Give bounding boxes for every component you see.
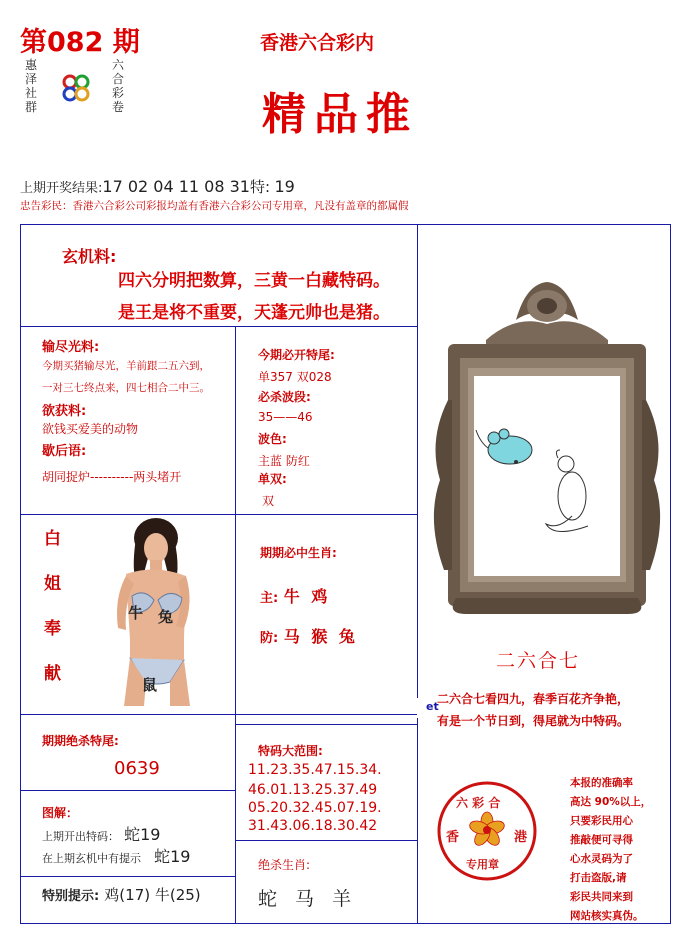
kill-tail-value: 0639	[114, 758, 160, 779]
stamp-left-text: 香	[446, 830, 460, 845]
zodiac-backup	[260, 624, 358, 647]
vertical-char: 奉	[44, 619, 61, 639]
vertical-char: 献	[44, 664, 61, 684]
zodiac-backup-value: 马 猴 兔	[283, 627, 358, 646]
last-result-special-label: 特:	[249, 178, 271, 196]
last-result	[20, 176, 295, 197]
kill-tail-label: 期期绝杀特尾:	[42, 734, 119, 748]
accuracy-line: 只要彩民用心	[570, 815, 633, 827]
zodiac-backup-label: 防:	[260, 631, 279, 646]
divider	[235, 840, 417, 841]
divider	[235, 724, 417, 725]
kill-wave-value: 35——46	[258, 410, 313, 424]
xiehouyu-text: 胡同捉炉----------两头堵开	[42, 470, 182, 484]
divider	[20, 714, 417, 715]
color-label: 波色:	[258, 432, 287, 446]
notice-text: 忠告彩民：香港六合彩公司彩报均盖有香港六合彩公司专用章，凡没有盖章的都属假	[20, 200, 409, 212]
illustration-line-2	[42, 844, 190, 867]
xiehouyu-label: 歇后语:	[42, 444, 87, 459]
publication-name: 香港六合彩内	[260, 32, 375, 54]
big-range-label: 特码大范围:	[258, 744, 323, 758]
kill-wave-label: 必杀波段:	[258, 390, 311, 404]
page-title: 精品推	[262, 89, 418, 140]
brand-right-text	[112, 58, 126, 114]
last-result-numbers: 17 02 04 11 08 31	[102, 177, 250, 196]
xuanji-line-1: 四六分明把数算，三黄一白藏特码。	[118, 271, 390, 291]
accuracy-notice	[570, 774, 670, 926]
special-hint	[42, 884, 201, 905]
illustration-line-1	[42, 822, 160, 845]
yujian-text: 欲钱买爱美的动物	[42, 422, 139, 436]
divider	[417, 718, 418, 924]
divider	[417, 224, 418, 698]
big-range-row: 31.43.06.18.30.42	[248, 818, 378, 834]
stamp-right-text: 港	[514, 830, 528, 845]
zodiac-main	[260, 584, 330, 607]
brand-left-char: 惠	[25, 58, 38, 72]
kill-zodiac-label: 绝杀生肖:	[258, 858, 311, 872]
big-range-row: 11.23.35.47.15.34.	[248, 762, 382, 778]
beauty-overlay-3: 鼠	[142, 676, 158, 694]
divider	[20, 326, 417, 327]
zodiac-main-label: 主:	[260, 591, 279, 606]
accuracy-line: 彩民共同来到	[570, 891, 633, 903]
stamp-bottom-text: 专用章	[466, 858, 499, 871]
yujian-label: 欲获料:	[42, 404, 87, 419]
accuracy-line: 高达 90%以上，	[570, 796, 652, 808]
issue-title	[20, 20, 140, 59]
frame-poem-line-2: 有是一个节日到，得尾就为中特码。	[437, 714, 630, 728]
illustration-label: 图解：	[42, 806, 79, 820]
illustration-line-1-value: 蛇19	[124, 825, 161, 844]
issue-number: 082	[47, 27, 104, 58]
brand-right-char: 卷	[112, 100, 125, 114]
zodiac-main-value: 牛 鸡	[283, 587, 331, 606]
brand-right-char: 合	[112, 72, 125, 86]
shupin-line-2: 一对三七终点来，四七相合二中三。	[42, 382, 210, 394]
lottery-logo-icon	[58, 70, 94, 106]
zodiac-label: 期期必中生肖:	[260, 546, 337, 560]
shupin-line-1: 今期买猪输尽光，羊前跟二五六到，	[42, 360, 210, 372]
issue-prefix: 第	[20, 27, 47, 58]
accuracy-line: 心水灵码为了	[570, 853, 633, 865]
big-range-row: 05.20.32.45.07.19.	[248, 800, 382, 816]
xuanji-title: 玄机料:	[62, 247, 117, 266]
illustration-line-1-label: 上期开出特码：	[42, 830, 119, 843]
tail-label: 今期必开特尾:	[258, 348, 335, 362]
accuracy-line: 打击盗版,请	[570, 872, 627, 884]
stamp-top-text: 六 彩 合	[456, 796, 501, 810]
illustration-line-2-value: 蛇19	[154, 847, 191, 866]
brand-left-text	[25, 58, 39, 114]
special-hint-label: 特别提示:	[42, 889, 100, 904]
beauty-overlay-2: 兔	[158, 608, 174, 626]
last-result-special: 19	[274, 177, 295, 196]
illustration-line-2-label: 在上期玄机中有提示	[42, 852, 141, 865]
kill-zodiac-value: 蛇 马 羊	[258, 888, 358, 910]
shupin-label: 输尽光料:	[42, 340, 100, 355]
xuanji-line-2: 是王是将不重要，天蓬元帅也是猪。	[118, 303, 390, 323]
brand-left-char: 群	[25, 100, 38, 114]
big-range-row: 46.01.13.25.37.49	[248, 782, 378, 798]
divider	[235, 326, 236, 924]
vertical-char: 姐	[44, 574, 61, 594]
frame-stray-text: et	[426, 700, 439, 713]
issue-suffix: 期	[112, 27, 140, 58]
color-value: 主蓝 防红	[258, 454, 310, 468]
beauty-overlay-1: 牛	[128, 604, 144, 622]
ornate-frame-image	[426, 280, 668, 616]
brand-left-char: 社	[25, 86, 38, 100]
brand-right-char: 六	[112, 58, 125, 72]
divider	[20, 876, 235, 877]
frame-caption: 二六合七	[496, 650, 581, 672]
accuracy-line: 推敲便可寻得	[570, 834, 633, 846]
beauty-vertical-text	[44, 524, 64, 684]
odd-even-value: 双	[262, 494, 275, 508]
brand-right-char: 彩	[112, 86, 125, 100]
accuracy-line: 本报的准确率	[570, 777, 633, 789]
accuracy-line: 网站核实真伪。	[570, 910, 644, 922]
frame-poem-line-1: 二六合七看四九，春季百花齐争艳，	[437, 692, 630, 706]
vertical-char: 白	[44, 529, 61, 549]
divider	[20, 514, 417, 515]
last-result-label: 上期开奖结果:	[20, 181, 103, 196]
odd-even-label: 单双:	[258, 472, 287, 486]
brand-left-char: 泽	[25, 72, 38, 86]
special-hint-value: 鸡(17) 牛(25)	[104, 886, 201, 904]
divider	[20, 790, 235, 791]
tail-value: 单357 双028	[258, 370, 332, 384]
